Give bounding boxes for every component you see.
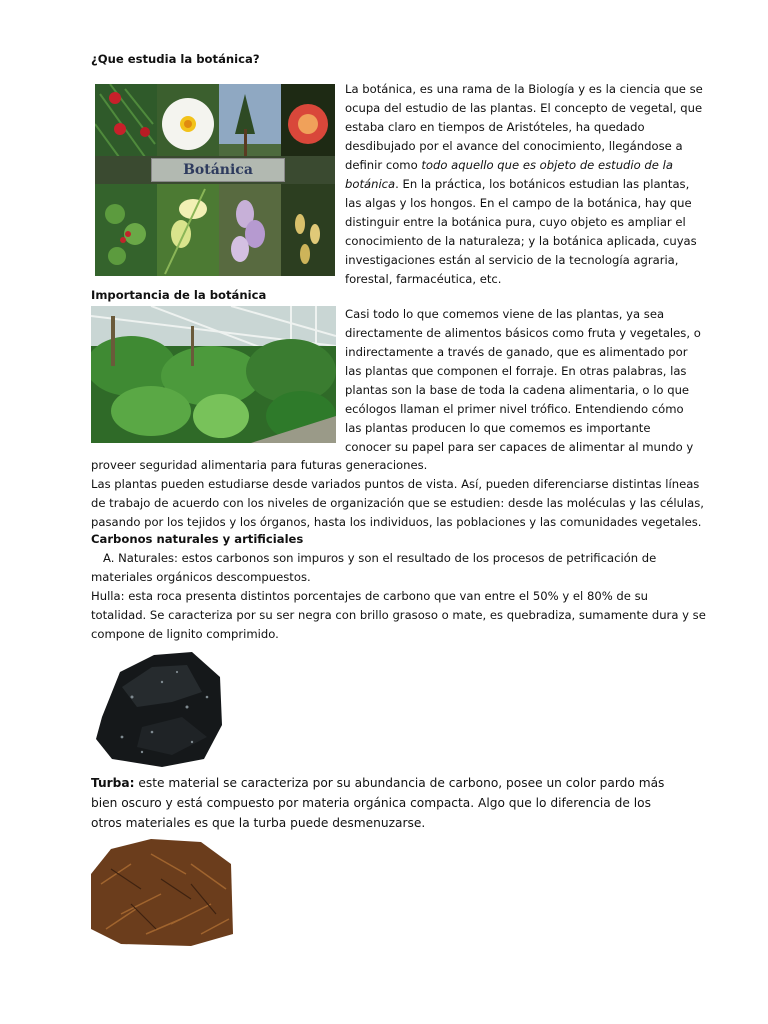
text-line: las plantas que componen el forraje. En otras palabras, las bbox=[345, 364, 687, 378]
hulla-paragraph bbox=[91, 587, 711, 647]
list-marker: A. bbox=[103, 551, 115, 565]
text-run: Naturales: estos carbonos son impuros y son el resultado de los procesos de petrificación de bbox=[118, 551, 657, 565]
text-line: conocer su papel para ser capaces de alimentar al mundo y bbox=[345, 440, 694, 454]
importance-paragraph bbox=[345, 305, 705, 460]
text-line: pasando por los tejidos y los órganos, hasta los individuos, las poblaciones y las comunidades vegetales. bbox=[91, 515, 702, 529]
text-line: compone de lignito comprimido. bbox=[91, 627, 279, 641]
hulla-coal-image bbox=[92, 647, 227, 770]
greenhouse-image bbox=[91, 306, 336, 443]
text-line: las algas y los hongos. En el campo de la botánica, hay que bbox=[345, 196, 692, 210]
turba-peat-image bbox=[91, 834, 233, 946]
text-line bbox=[345, 156, 673, 175]
text-line: plantas son la base de toda la cadena alimentaria, o lo que bbox=[345, 383, 690, 397]
text-line bbox=[91, 773, 664, 794]
text-line: investigaciones están al servicio de la tecnología agraria, bbox=[345, 253, 679, 267]
text-line: otros materiales es que la turba puede desmenuzarse. bbox=[91, 816, 426, 830]
botany-paragraph bbox=[345, 80, 705, 290]
text-line: Las plantas pueden estudiarse desde variados puntos de vista. Así, pueden diferenciarse distintas líneas bbox=[91, 477, 700, 491]
text-line: materiales orgánicos descompuestos. bbox=[91, 570, 311, 584]
text-line: directamente de alimentos básicos como fruta y vegetales, o bbox=[345, 326, 701, 340]
text-line: indirectamente a través de ganado, que es alimentado por bbox=[345, 345, 688, 359]
text-run: definir como bbox=[345, 158, 422, 172]
text-line: de trabajo de acuerdo con los niveles de organización que se estudien: desde las moléculas y las células, bbox=[91, 496, 704, 510]
turba-term: Turba: bbox=[91, 776, 135, 790]
text-run: este material se caracteriza por su abundancia de carbono, posee un color pardo más bbox=[134, 776, 665, 790]
carbons-heading: Carbonos naturales y artificiales bbox=[91, 532, 304, 546]
naturales-list-item bbox=[91, 549, 711, 589]
text-line: Casi todo lo que comemos viene de las plantas, ya sea bbox=[345, 307, 665, 321]
text-line: bien oscuro y está compuesto por materia orgánica compacta. Algo que lo diferencia de los bbox=[91, 796, 651, 810]
text-run: . En la práctica, los botánicos estudian las plantas, bbox=[395, 177, 690, 191]
text-line: La botánica, es una rama de la Biología y es la ciencia que se bbox=[345, 82, 703, 96]
collage-label: Botánica bbox=[151, 158, 285, 182]
text-line: desdibujado por el avance del conocimiento, llegándose a bbox=[345, 139, 683, 153]
importance-heading: Importancia de la botánica bbox=[91, 288, 267, 302]
text-line: estaba claro en tiempos de Aristóteles, ha quedado bbox=[345, 120, 645, 134]
italic-definition: todo aquello que es objeto de estudio de la bbox=[421, 158, 673, 172]
text-line: las plantas producen lo que comemos es importante bbox=[345, 421, 651, 435]
botany-collage-image bbox=[95, 84, 335, 276]
turba-paragraph bbox=[91, 773, 711, 833]
text-line: ecólogos llaman el primer nivel trófico. Entendiendo cómo bbox=[345, 402, 684, 416]
italic-definition: botánica bbox=[345, 177, 396, 191]
text-line bbox=[103, 549, 656, 568]
text-line: ocupa del estudio de las plantas. El concepto de vegetal, que bbox=[345, 101, 703, 115]
page-title: ¿Que estudia la botánica? bbox=[91, 52, 260, 66]
text-line: conocimiento de la naturaleza; y la botánica aplicada, cuyas bbox=[345, 234, 697, 248]
importance-last-line: proveer seguridad alimentaria para futuras generaciones. bbox=[91, 458, 428, 472]
text-line: Hulla: esta roca presenta distintos porcentajes de carbono que van entre el 50% y el 80% de su bbox=[91, 589, 648, 603]
text-line bbox=[345, 175, 689, 194]
perspectives-paragraph bbox=[91, 475, 711, 535]
text-line: forestal, farmacéutica, etc. bbox=[345, 272, 502, 286]
text-line: distinguir entre la botánica pura, cuyo objeto es ampliar el bbox=[345, 215, 686, 229]
text-line: totalidad. Se caracteriza por su ser negra con brillo grasoso o mate, es quebradiza, sumamente dura y se bbox=[91, 608, 706, 622]
